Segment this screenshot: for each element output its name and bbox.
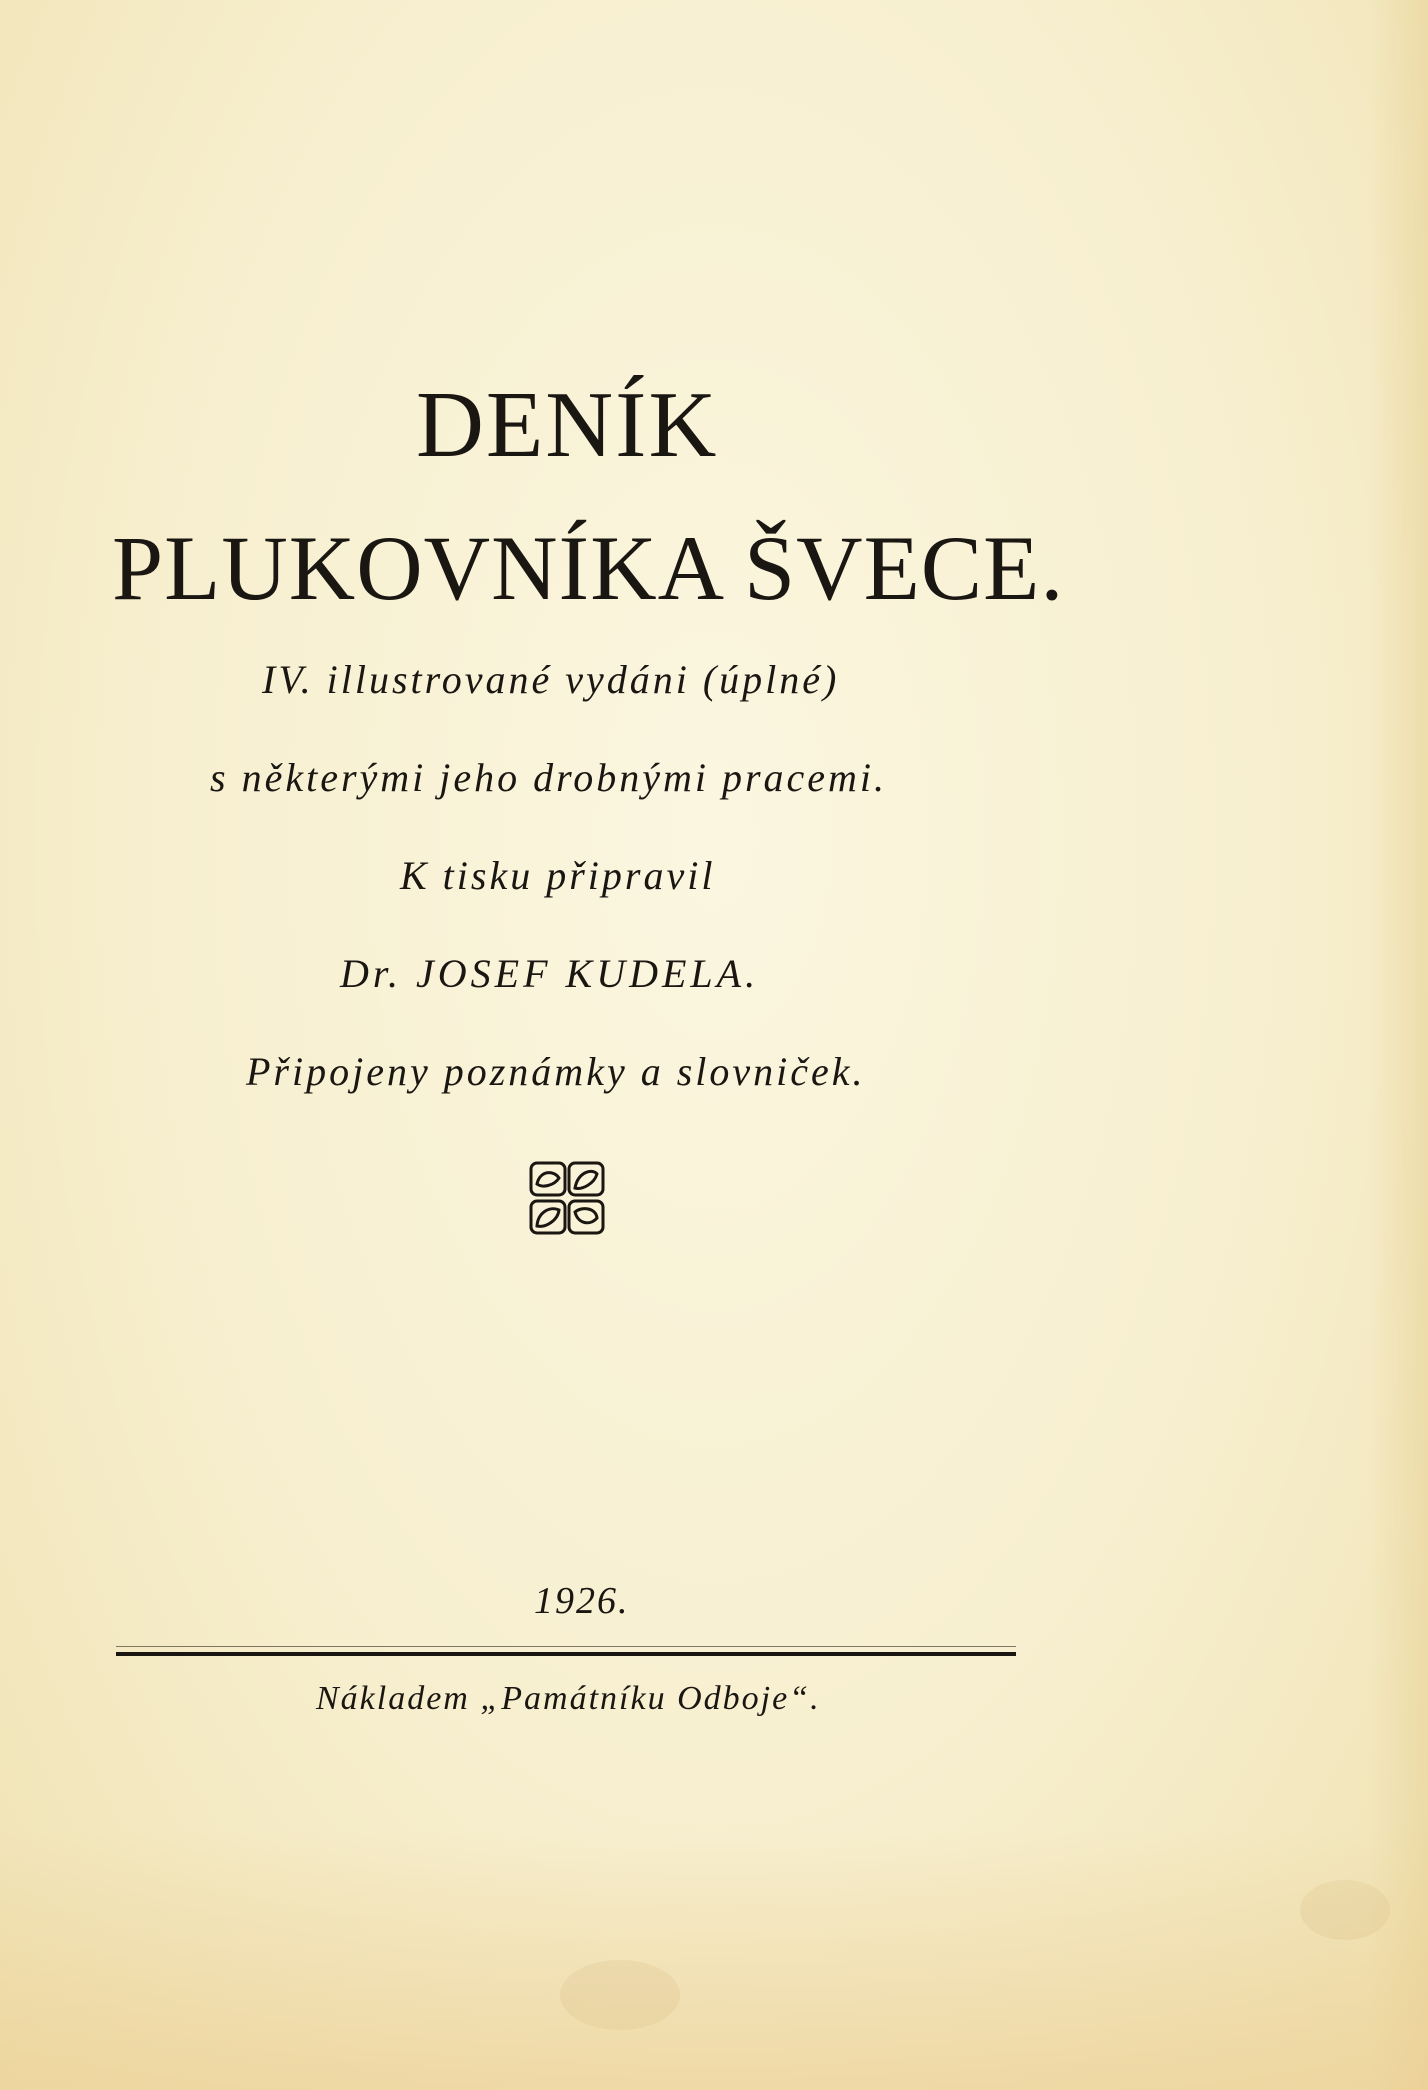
- paper-stain: [560, 1960, 680, 2030]
- title-line-2: PLUKOVNÍKA ŠVECE.: [112, 517, 1065, 619]
- editor-line: Dr. JOSEF KUDELA.: [340, 951, 760, 996]
- contents-line: s některými jeho drobnými pracemi.: [210, 755, 888, 800]
- edition-line: IV. illustrované vydáni (úplné): [262, 657, 840, 702]
- ornamental-knot-icon: [528, 1160, 606, 1236]
- publication-year: 1926.: [534, 1580, 630, 1622]
- paper-edge-shading: [1368, 0, 1428, 2090]
- paper-bottom-shading: [0, 1830, 1428, 2090]
- appendix-line: Připojeny poznámky a slovniček.: [246, 1049, 866, 1094]
- divider-rule-thin: [116, 1646, 1016, 1647]
- title-line-1: DENÍK: [416, 373, 719, 477]
- prepared-by-line: K tisku připravil: [400, 853, 716, 898]
- paper-stain: [1300, 1880, 1390, 1940]
- publisher-line: Nákladem „Památníku Odboje“.: [316, 1680, 821, 1717]
- divider-rule: [116, 1652, 1016, 1656]
